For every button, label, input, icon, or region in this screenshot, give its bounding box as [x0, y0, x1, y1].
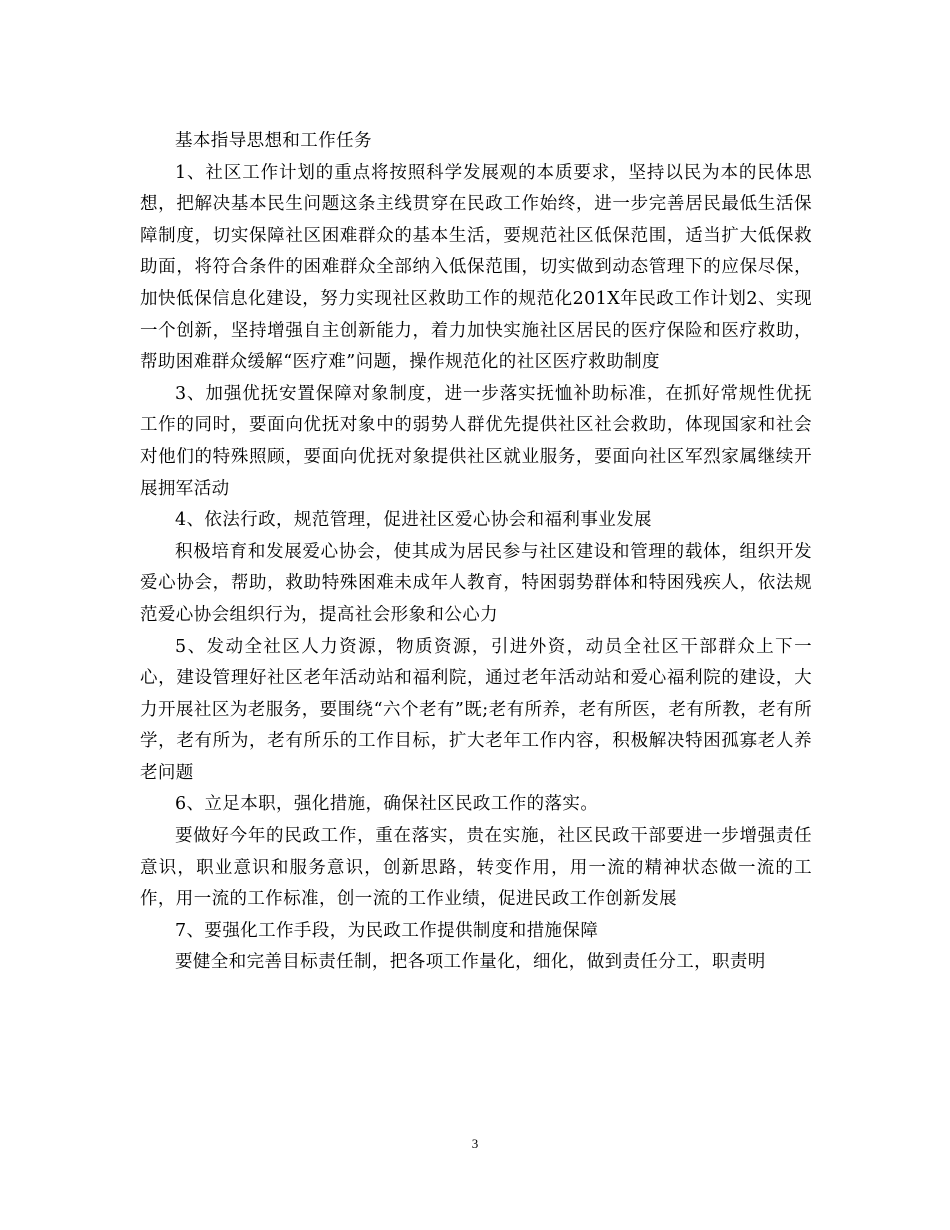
paragraph-item-3: 3、加强优抚安置保障对象制度，进一步落实抚恤补助标准，在抓好常规性优抚工作的同时，要面向优抚对象中的弱势人群优先提供社区社会救助，体现国家和社会对他们的特殊照顾，要面向优抚对象提供社区就业服务，要面向社区军烈家属继续开展拥军活动	[140, 383, 812, 499]
paragraph-item-4-heading: 4、依法行政，规范管理，促进社区爱心协会和福利事业发展	[175, 510, 652, 531]
paragraph-item-7-heading: 7、要强化工作手段，为民政工作提供制度和措施保障	[175, 920, 599, 941]
paragraph-item-4-body: 积极培育和发展爱心协会，使其成为居民参与社区建设和管理的载体，组织开发爱心协会，帮助，救助特殊困难未成年人教育，特困弱势群体和特困残疾人，依法规范爱心协会组织行为，提高社会形象和公心力	[140, 541, 812, 625]
page-number: 3	[471, 1136, 479, 1151]
section-heading: 基本指导思想和工作任务	[175, 131, 372, 151]
paragraph-item-5: 5、发动全社区人力资源，物质资源，引进外资，动员全社区干部群众上下一心，建设管理好社区老年活动站和福利院，通过老年活动站和爱心福利院的建设，大力开展社区为老服务，要围绕“六个老有”既;老有所养，老有所医，老有所教，老有所学，老有所为，老有所乐的工作目标，扩大老年工作内容，积极解决特困孤寡老人养老问题	[140, 636, 812, 783]
paragraph-item-1: 1、社区工作计划的重点将按照科学发展观的本质要求，坚持以民为本的民体思想，把解决基本民生问题这条主线贯穿在民政工作始终，进一步完善居民最低生活保障制度，切实保障社区困难群众的基本生活，要规范社区低保范围，适当扩大低保救助面，将符合条件的困难群众全部纳入低保范围，切实做到动态管理下的应保尽保，加快低保信息化建设，努力实现社区救助工作的规范化201X年民政工作计划2、实现一个创新，坚持增强自主创新能力，着力加快实施社区居民的医疗保险和医疗救助，帮助困难群众缓解“医疗难”问题，操作规范化的社区医疗救助制度	[140, 162, 812, 373]
paragraph-item-7-body: 要健全和完善目标责任制，把各项工作量化，细化，做到责任分工，职责明	[175, 952, 766, 973]
paragraph-item-6-body: 要做好今年的民政工作，重在落实，贵在实施，社区民政干部要进一步增强责任意识，职业意识和服务意识，创新思路，转变作用，用一流的精神状态做一流的工作，用一流的工作标准，创一流的工作业绩，促进民政工作创新发展	[140, 826, 812, 910]
paragraph-item-6-heading: 6、立足本职，强化措施，确保社区民政工作的落实。	[175, 794, 599, 815]
document-body	[140, 126, 812, 979]
